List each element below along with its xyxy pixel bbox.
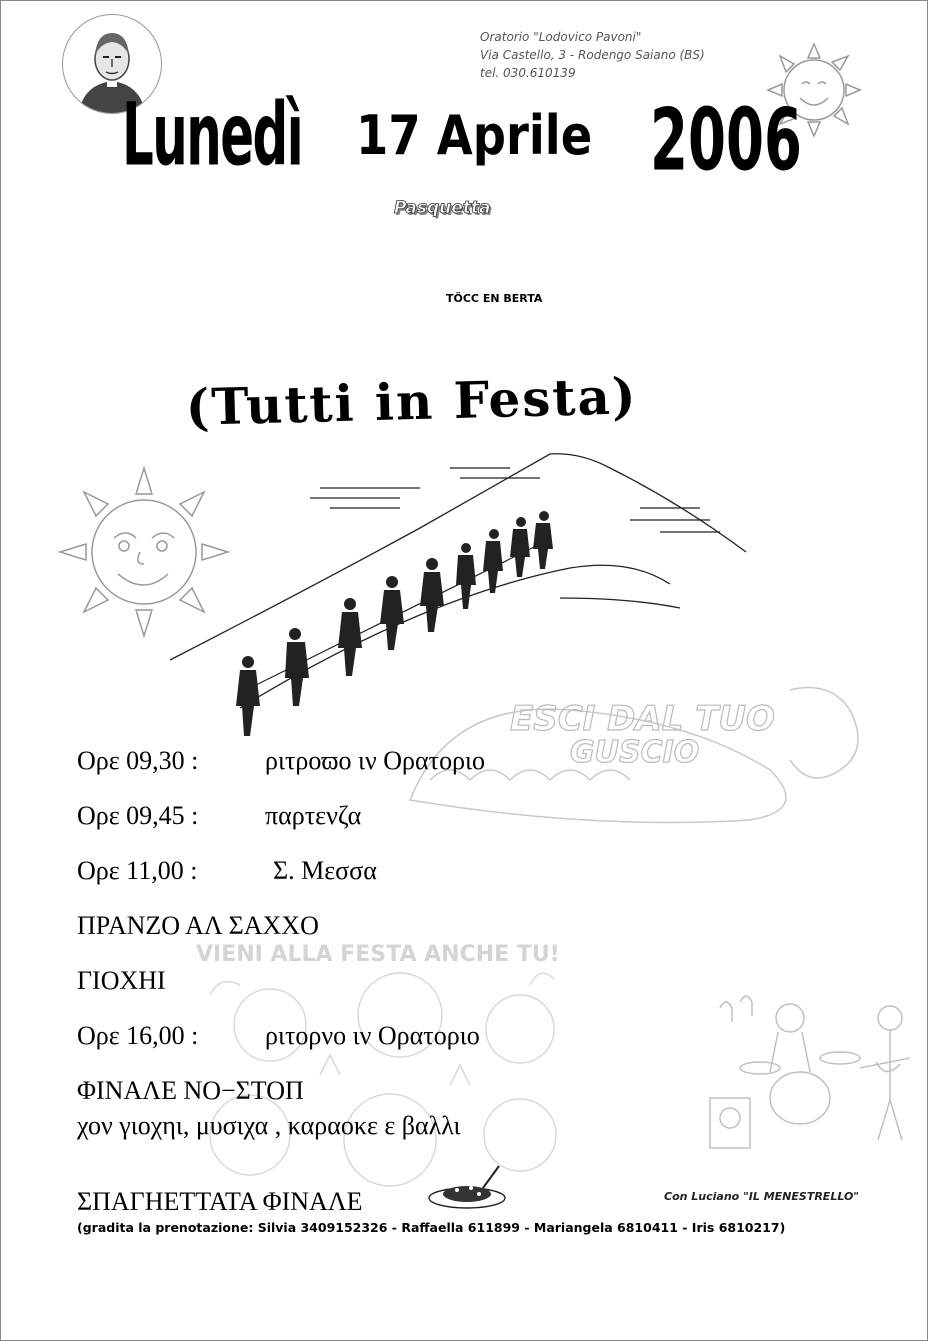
schedule-item-9 — [77, 1187, 363, 1217]
organization-header — [480, 28, 705, 82]
schedule-time-6: Ορε 16,00 : — [77, 1021, 199, 1050]
booking-info: (gradita la prenotazione: Silvia 3409152326 - Raffaella 611899 - Mariangela 6810411 - Iris 6810217) — [77, 1220, 786, 1235]
schedule-time-1: Ορε 09,30 : — [77, 746, 199, 775]
schedule-item-6 — [77, 1021, 480, 1051]
schedule-item-3 — [77, 856, 377, 886]
organization-phone: tel. 030.610139 — [480, 66, 576, 80]
schedule-time-3: Ορε 11,00 : — [77, 856, 198, 885]
vieni-watermark-text: VIENI ALLA FESTA ANCHE TU! — [196, 942, 560, 967]
esci-watermark-text: ESCI DAL TUO — [510, 699, 775, 739]
schedule-activities: χον γιοχηι, μυσιχα , καραοκε ε βαλλι — [77, 1111, 461, 1140]
title-date: 17 Aprile — [356, 104, 593, 167]
schedule-item-2 — [77, 801, 362, 831]
schedule-item-5 — [77, 966, 166, 996]
title-day: Lunedì — [122, 86, 303, 186]
schedule-finale: ΦΙΝΑΛΕ ΝΟ−ΣΤΟΠ — [77, 1076, 304, 1105]
schedule-item-4 — [77, 911, 319, 941]
schedule-item-1 — [77, 746, 486, 776]
subtitle-pasquetta: Pasquetta — [394, 198, 491, 218]
schedule-desc-3: Σ. Μεσσα — [273, 856, 377, 885]
spaghetti-plate-icon — [425, 1160, 515, 1212]
motto: TÖCC EN BERTA — [446, 292, 543, 305]
schedule-item-7 — [77, 1076, 304, 1106]
vieni-alla-festa-watermark — [190, 935, 590, 1205]
schedule-games: ΓΙΟΧΗΙ — [77, 966, 166, 995]
schedule-desc-2: παρτενζα — [265, 801, 362, 830]
schedule-lunch: ΠΡΑΝΖΟ ΑΛ ΣΑΧΧΟ — [77, 911, 319, 940]
schedule-item-8 — [77, 1111, 461, 1141]
title-year: 2006 — [650, 90, 802, 191]
organization-name: Oratorio "Lodovico Pavoni" — [480, 30, 642, 44]
schedule-desc-6: ριτορνο ιν Ορατοριο — [265, 1021, 480, 1050]
festa-heading: (Tutti in Festa) — [185, 366, 639, 437]
schedule-spaghettata: ΣΠΑΓΗΕΤΤΑΤΑ ΦΙΝΑΛΕ — [77, 1187, 363, 1216]
organization-address: Via Castello, 3 - Rodengo Saiano (BS) — [480, 48, 705, 62]
guscio-watermark-text: GUSCIO — [570, 735, 700, 770]
con-luciano: Con Luciano "IL MENESTRELLO" — [664, 1190, 860, 1203]
band-illustration — [700, 988, 920, 1158]
schedule-time-2: Ορε 09,45 : — [77, 801, 199, 830]
schedule-desc-1: ριτροϖο ιν Ορατοριο — [265, 746, 486, 775]
